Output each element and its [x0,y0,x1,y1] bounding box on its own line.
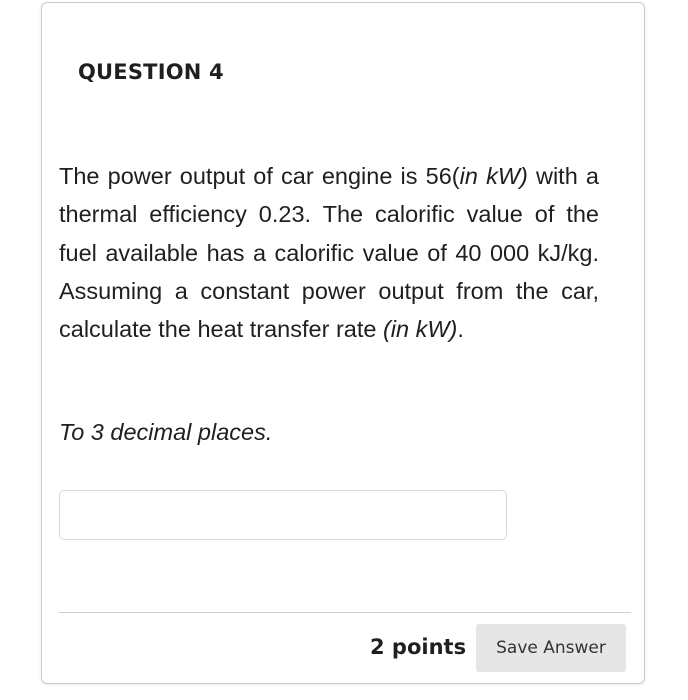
question-unit-1: in kW) [459,163,528,189]
question-text-part1: The power output of car engine is 56( [59,163,460,189]
question-text-part2: with a thermal efficiency 0.23. The calorific value of the fuel available has a calorific value of 40 000 kJ/kg. Assuming a constant power output from the car, calculate the heat transfer rate [59,163,600,343]
save-answer-button[interactable]: Save Answer [476,624,626,672]
question-unit-2: (in kW) [382,316,458,343]
question-text-part3: . [457,316,464,343]
question-title: QUESTION 4 [78,60,224,84]
question-text [59,157,599,348]
answer-input[interactable] [59,490,507,540]
footer-divider [59,612,631,613]
answer-instruction: To 3 decimal places. [59,419,273,445]
points-label: 2 points [370,635,467,659]
question-card [41,2,645,684]
